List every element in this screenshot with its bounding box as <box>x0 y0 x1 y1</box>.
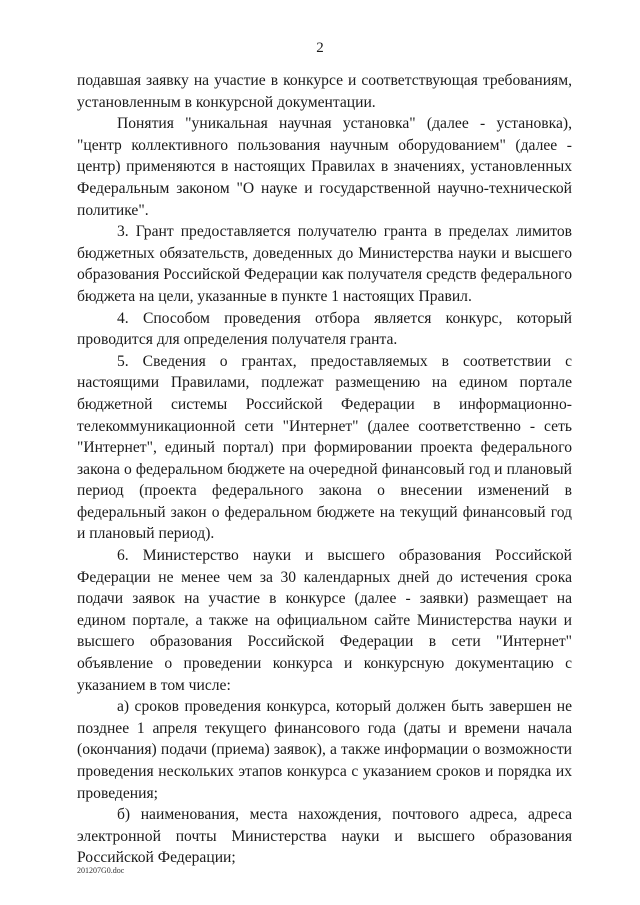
paragraph-3: 3. Грант предоставляется получателю гранта в пределах лимитов бюджетных обязательств, доведенных до Министерства науки и высшего образования Российской Федерации как получателя средств федерального бюджета на цели, указанные в пункте 1 настоящих Правил. <box>77 223 572 305</box>
list-item-b: б) наименования, места нахождения, почтового адреса, адреса электронной почты Министерства науки и высшего образования Российской Федерации; <box>77 806 572 867</box>
paragraph-5: 5. Сведения о грантах, предоставляемых в соответствии с настоящими Правилами, подлежат размещению на едином портале бюджетной системы Российской Федерации в информационно-телекоммуникационной сети "Интернет" (далее соответственно - сеть "Интернет", единый портал) при формировании проекта федерального закона о федеральном бюджете на очередной финансовый год и плановый период (проекта федерального закона о внесении изменений в федеральный закон о федеральном бюджете на текущий финансовый год и плановый период). <box>77 352 572 543</box>
list-item-a: а) сроков проведения конкурса, который должен быть завершен не позднее 1 апреля текущего финансового года (даты и времени начала (окончания) подачи (приема) заявок), а также информации о возможности проведения нескольких этапов конкурса с указанием сроков и порядка их проведения; <box>77 698 572 802</box>
paragraph-4: 4. Способом проведения отбора является конкурс, который проводится для определения получателя гранта. <box>77 309 572 349</box>
page-number: 2 <box>316 40 324 56</box>
paragraph-6: 6. Министерство науки и высшего образования Российской Федерации не менее чем за 30 календарных дней до истечения срока подачи заявок на участие в конкурсе (далее - заявки) размещает на едином портале, а также на официальном сайте Министерства науки и высшего образования Российской Федерации в сети "Интернет" объявление о проведении конкурса и конкурсную документацию с указанием в том числе: <box>77 547 572 694</box>
footer-file-code: 201207G0.doc <box>77 866 125 875</box>
document-body <box>77 70 572 869</box>
paragraph-continuation: подавшая заявку на участие в конкурсе и соответствующая требованиям, установленным в конкурсной документации. <box>77 72 572 111</box>
paragraph-definitions: Понятия "уникальная научная установка" (далее - установка), "центр коллективного пользования научным оборудованием" (далее - центр) применяются в настоящих Правилах в значениях, установленных Федеральным законом "О науке и государственной научно-технической политике". <box>77 115 572 219</box>
